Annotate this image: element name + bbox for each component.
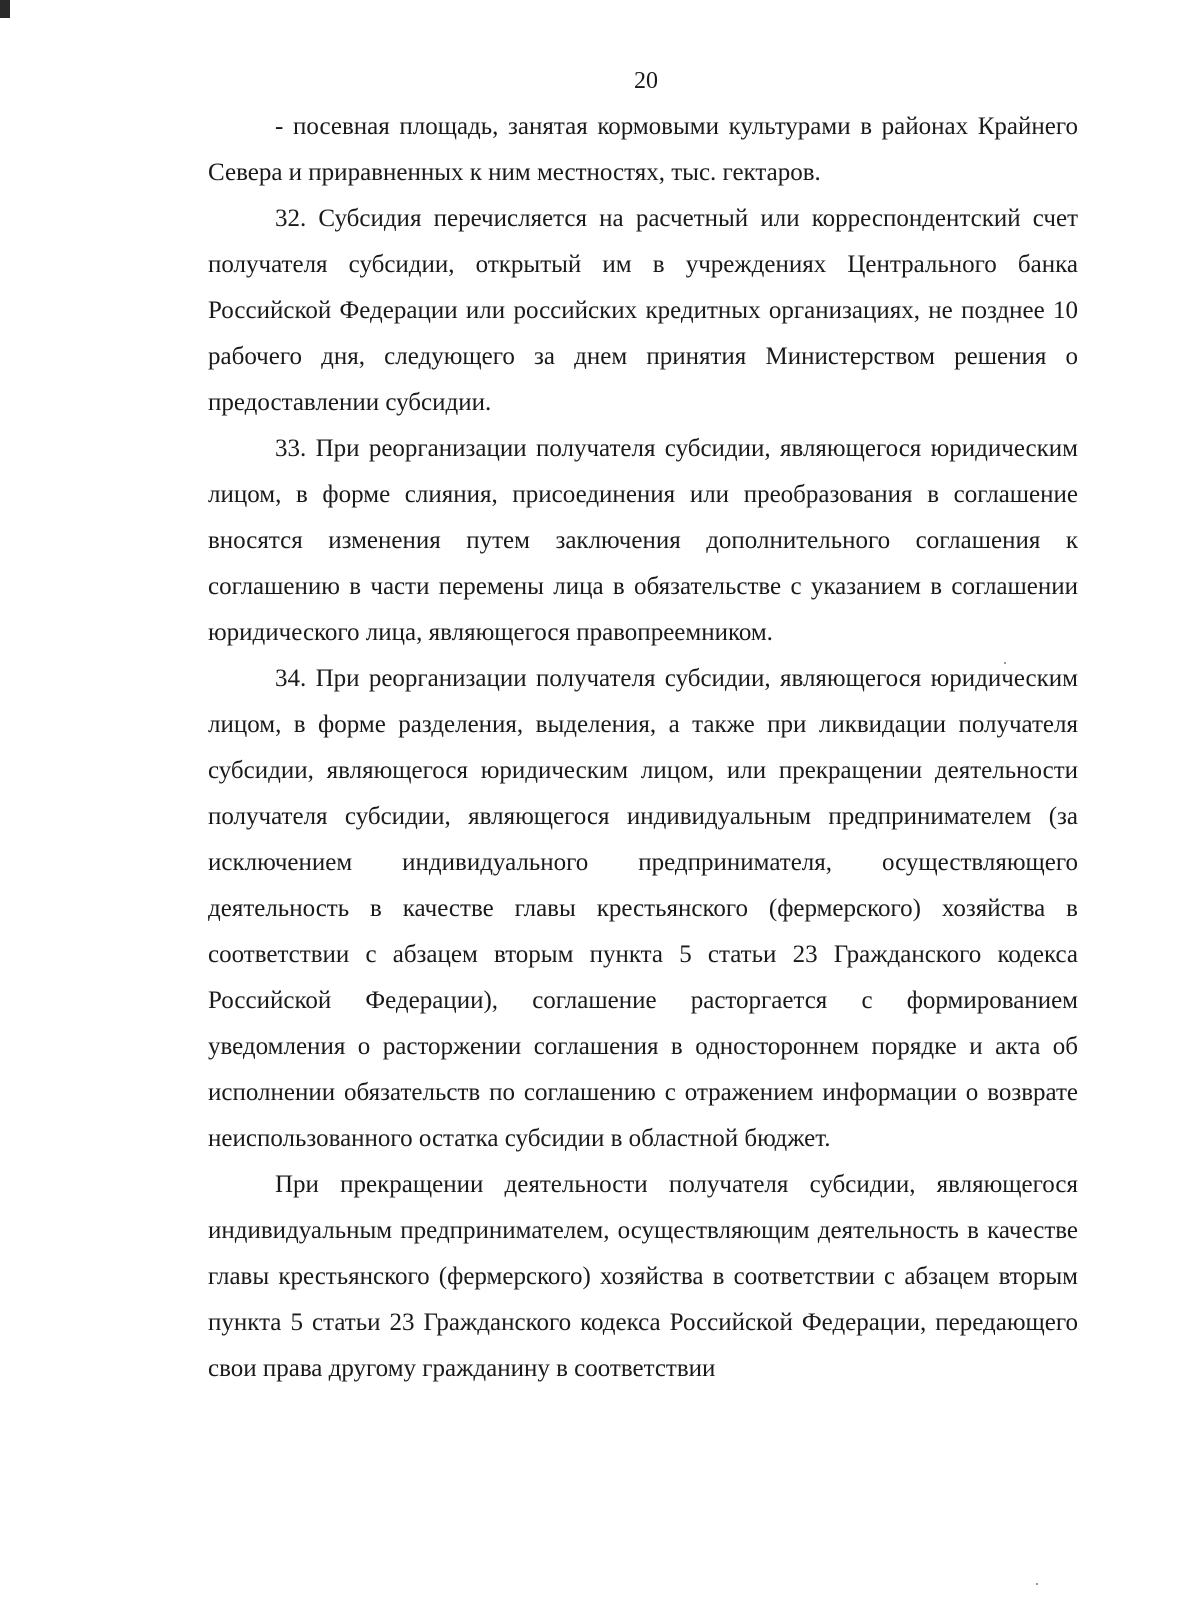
paragraph-termination-farm-head: При прекращении деятельности получателя субсидии, являющегося индивидуальным предпринимателем, осуществляющим деятельность в качестве главы крестьянского (фермерского) хозяйства в соответствии с абзацем вторым пункта 5 статьи 23 Гражданского кодекса Российской Федерации, передающего свои права другому гражданину в соответствии — [208, 1171, 1078, 1382]
document-body — [208, 104, 1078, 1392]
paragraph-34-reorganization-division: 34. При реорганизации получателя субсидии, являющегося юридическим лицом, в форме разделения, выделения, а также при ликвидации получателя субсидии, являющегося юридическим лицом, или прекращении деятельности получателя субсидии, являющегося индивидуальным предпринимателем (за исключением индивидуального предпринимателя, осуществляющего деятельность в качестве главы крестьянского (фермерского) хозяйства в соответствии с абзацем вторым пункта 5 статьи 23 Гражданского кодекса Российской Федерации), соглашение расторгается с формированием уведомления о расторжении соглашения в одностороннем порядке и акта об исполнении обязательств по соглашению с отражением информации о возврате неиспользованного остатка субсидии в областной бюджет. — [208, 665, 1078, 1152]
scan-speck — [1036, 1583, 1038, 1585]
paragraph-fodder-crops-area: - посевная площадь, занятая кормовыми культурами в районах Крайнего Севера и приравненных к ним местностях, тыс. гектаров. — [208, 113, 1078, 186]
page-number: 20 — [634, 68, 658, 94]
paragraph-32-subsidy-transfer: 32. Субсидия перечисляется на расчетный или корреспондентский счет получателя субсидии, открытый им в учреждениях Центрального банка Российской Федерации или российских кредитных организациях, не позднее 10 рабочего дня, следующего за днем принятия Министерством решения о предоставлении субсидии. — [208, 205, 1078, 416]
paragraph-33-reorganization-merger: 33. При реорганизации получателя субсидии, являющегося юридическим лицом, в форме слияния, присоединения или преобразования в соглашение вносятся изменения путем заключения дополнительного соглашения к соглашению в части перемены лица в обязательстве с указанием в соглашении юридического лица, являющегося правопреемником. — [208, 435, 1078, 646]
scan-speck — [1004, 662, 1006, 664]
scan-corner-mark — [0, 0, 10, 18]
